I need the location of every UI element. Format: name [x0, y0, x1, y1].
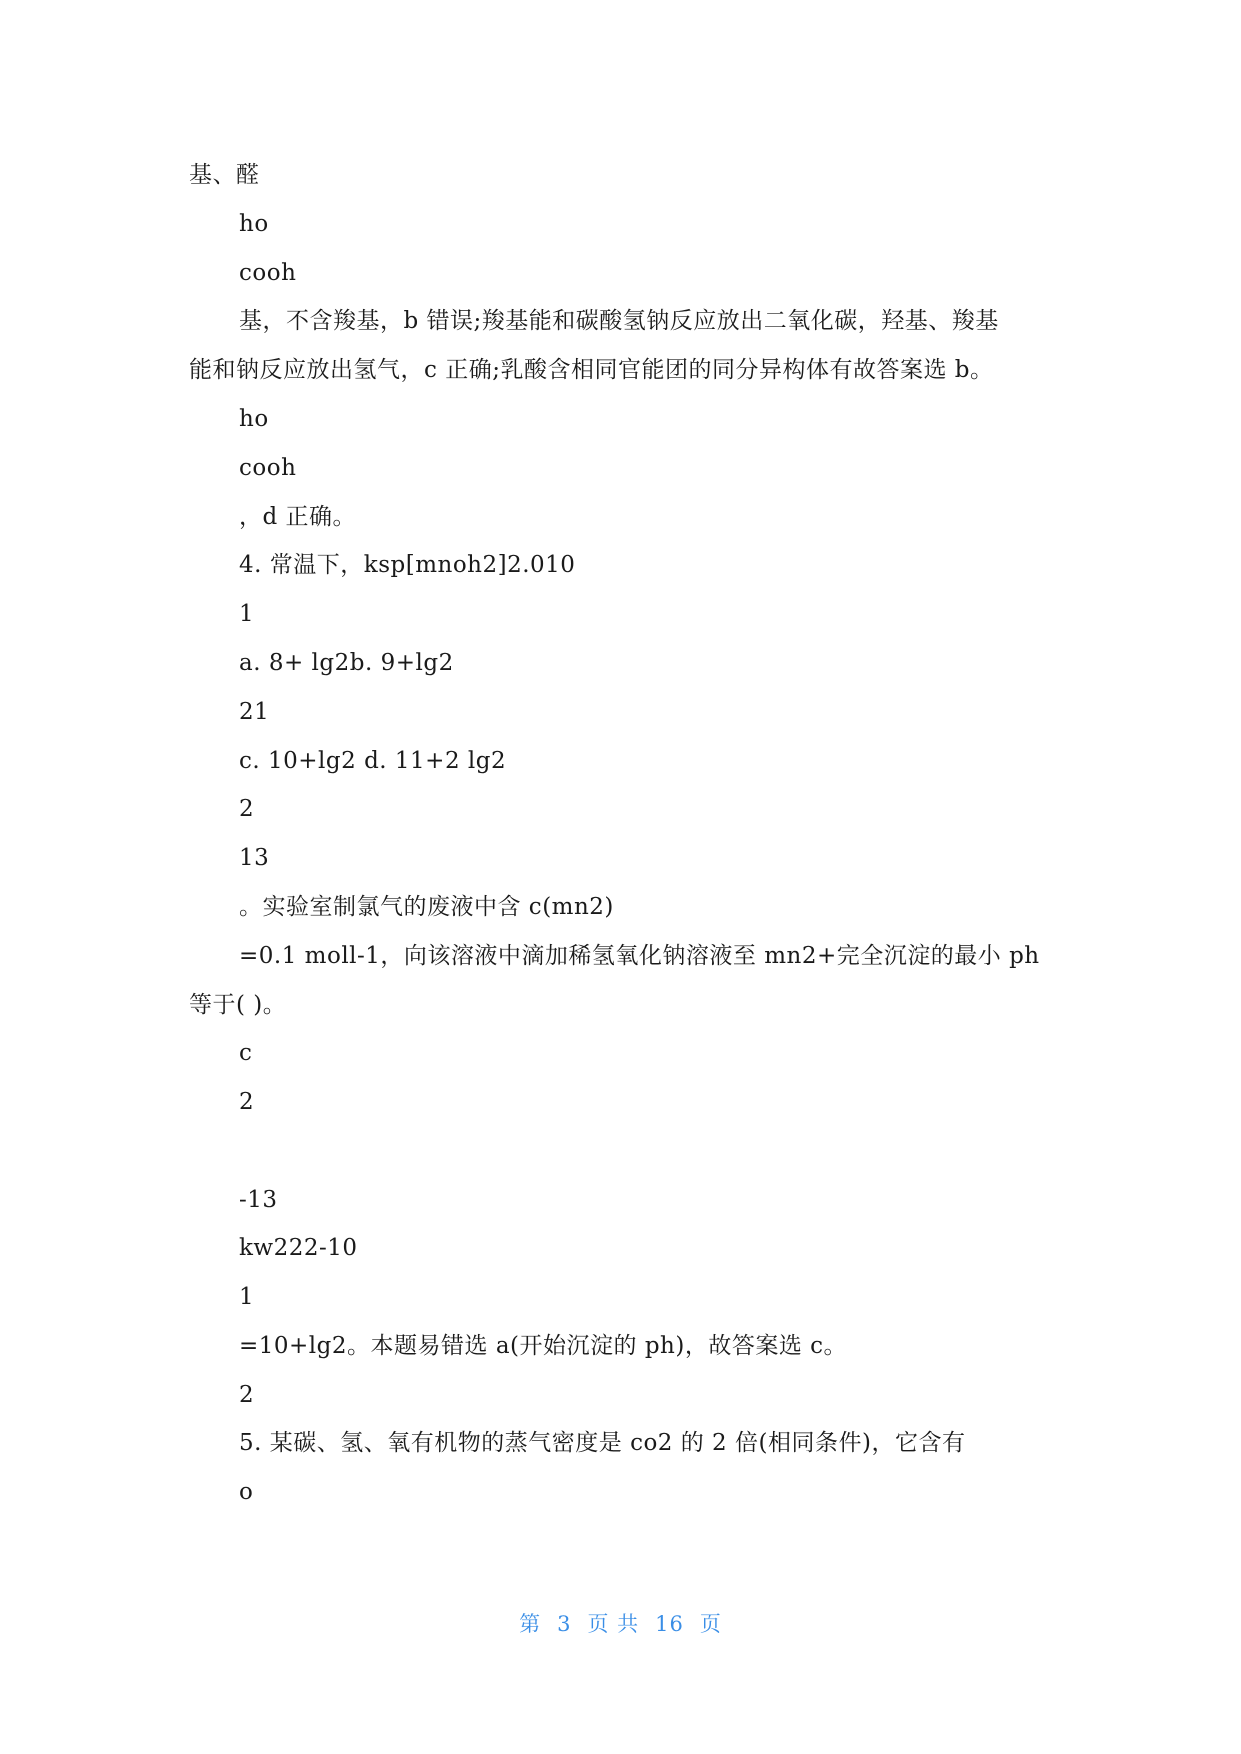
footer-total-pages: 16 [655, 1612, 684, 1636]
text-line: 基，不含羧基，b 错误;羧基能和碳酸氢钠反应放出二氧化碳，羟基、羧基 [239, 308, 999, 334]
text-line: ho [239, 211, 269, 237]
text-line: c. 10+lg2 d. 11+2 lg2 [239, 748, 507, 774]
footer-suffix: 页 [699, 1612, 722, 1636]
footer-prefix: 第 [519, 1612, 542, 1636]
text-line: cooh [239, 260, 297, 286]
text-line: 2 [239, 1089, 255, 1115]
text-line: 。实验室制氯气的废液中含 c(mn2) [239, 894, 614, 920]
text-line: kw222-10 [239, 1235, 358, 1261]
text-line: 2 [239, 1382, 255, 1408]
text-line: 1 [239, 1284, 255, 1310]
text-line: cooh [239, 455, 297, 481]
footer-page-number: 3 [557, 1612, 572, 1636]
text-line: 等于( )。 [189, 992, 287, 1018]
text-line: =0.1 moll-1，向该溶液中滴加稀氢氧化钠溶液至 mn2+完全沉淀的最小 ph [239, 943, 1040, 969]
text-line: o [239, 1479, 254, 1505]
text-line: 能和钠反应放出氢气，c 正确;乳酸含相同官能团的同分异构体有故答案选 b。 [189, 357, 994, 383]
text-line: ，d 正确。 [239, 504, 357, 530]
text-line: =10+lg2。本题易错选 a(开始沉淀的 ph)，故答案选 c。 [239, 1333, 848, 1359]
text-line: -13 [239, 1187, 278, 1213]
text-line: 2 [239, 796, 255, 822]
text-line: a. 8+ lg2b. 9+lg2 [239, 650, 454, 676]
text-line: c [239, 1040, 253, 1066]
text-line: ho [239, 406, 269, 432]
page-footer [0, 1608, 1241, 1638]
text-line: 4. 常温下，ksp[mnoh2]2.010 [239, 552, 576, 578]
text-line: 21 [239, 699, 270, 725]
text-line: 13 [239, 845, 270, 871]
footer-middle: 页 共 [587, 1612, 640, 1636]
text-line: 5. 某碳、氢、氧有机物的蒸气密度是 co2 的 2 倍(相同条件)，它含有 [239, 1430, 966, 1456]
text-line: 1 [239, 601, 255, 627]
text-line: 基、醛 [189, 162, 260, 188]
